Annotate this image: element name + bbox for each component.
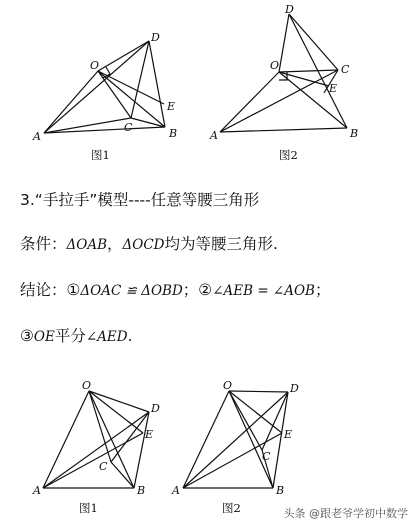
bottom1-label-A: A [33,484,41,497]
conclusion-label: 结论： [20,281,67,299]
bottom2-label-E: E [284,428,293,441]
bottom2-label-C: C [262,450,271,463]
section-heading: 3.“手拉手”模型----任意等腰三角形 [20,191,260,209]
conditions-label: 条件： [20,235,67,253]
circled-number-3: ③ [20,327,34,345]
conclusion-separator: ； [182,281,199,299]
top1-label-B: B [169,127,178,140]
bottom1-label-B: B [137,484,146,497]
top1-label-D: D [151,31,160,44]
top2-label-E: E [329,82,338,95]
top2-label-C: C [341,63,350,76]
circled-number-1: ① [66,281,81,299]
bottom1-label-D: D [151,402,160,415]
bottom1-label-C: C [99,460,108,473]
bottom2-label-O: O [223,379,233,392]
triangle-oab: ΔOAB [66,237,108,253]
top2-label-O: O [270,59,280,72]
angle-equality: ∠AEB = ∠AOB [212,283,315,299]
top-fig1-caption: 图1 [91,148,110,162]
bottom1-label-E: E [145,428,154,441]
top1-label-O: O [90,59,100,72]
bottom-figure-2 [183,391,288,488]
conditions-separator: ， [107,235,123,253]
bottom2-label-A: A [172,484,180,497]
top1-label-E: E [167,100,176,113]
triangle-ocd: ΔOCD [122,237,165,253]
angle-aed: ∠AED [85,329,128,345]
conditions-tail: 均为等腰三角形. [164,235,278,253]
top2-label-D: D [285,3,294,16]
top1-label-A: A [33,130,41,143]
bottom2-label-D: D [290,382,299,395]
bisects-word: 平分 [54,327,86,345]
bottom2-label-B: B [276,484,285,497]
top1-label-C: C [124,121,133,134]
watermark: 头条 @跟老爷学初中数学 [283,507,408,520]
bottom-fig1-caption: 图1 [79,501,98,515]
circled-number-2: ② [198,281,213,299]
top2-label-A: A [210,129,218,142]
bottom-fig2-caption: 图2 [222,501,241,515]
bottom1-label-O: O [82,379,92,392]
congruence-statement: ΔOAC ≌ ΔOBD [80,283,183,299]
top-fig2-caption: 图2 [279,148,298,162]
top2-label-B: B [350,127,359,140]
conclusion-2-end: . [127,327,133,345]
segment-oe: OE [33,329,55,345]
conclusion-end: ； [314,281,331,299]
bottom-figure-1 [43,391,149,488]
